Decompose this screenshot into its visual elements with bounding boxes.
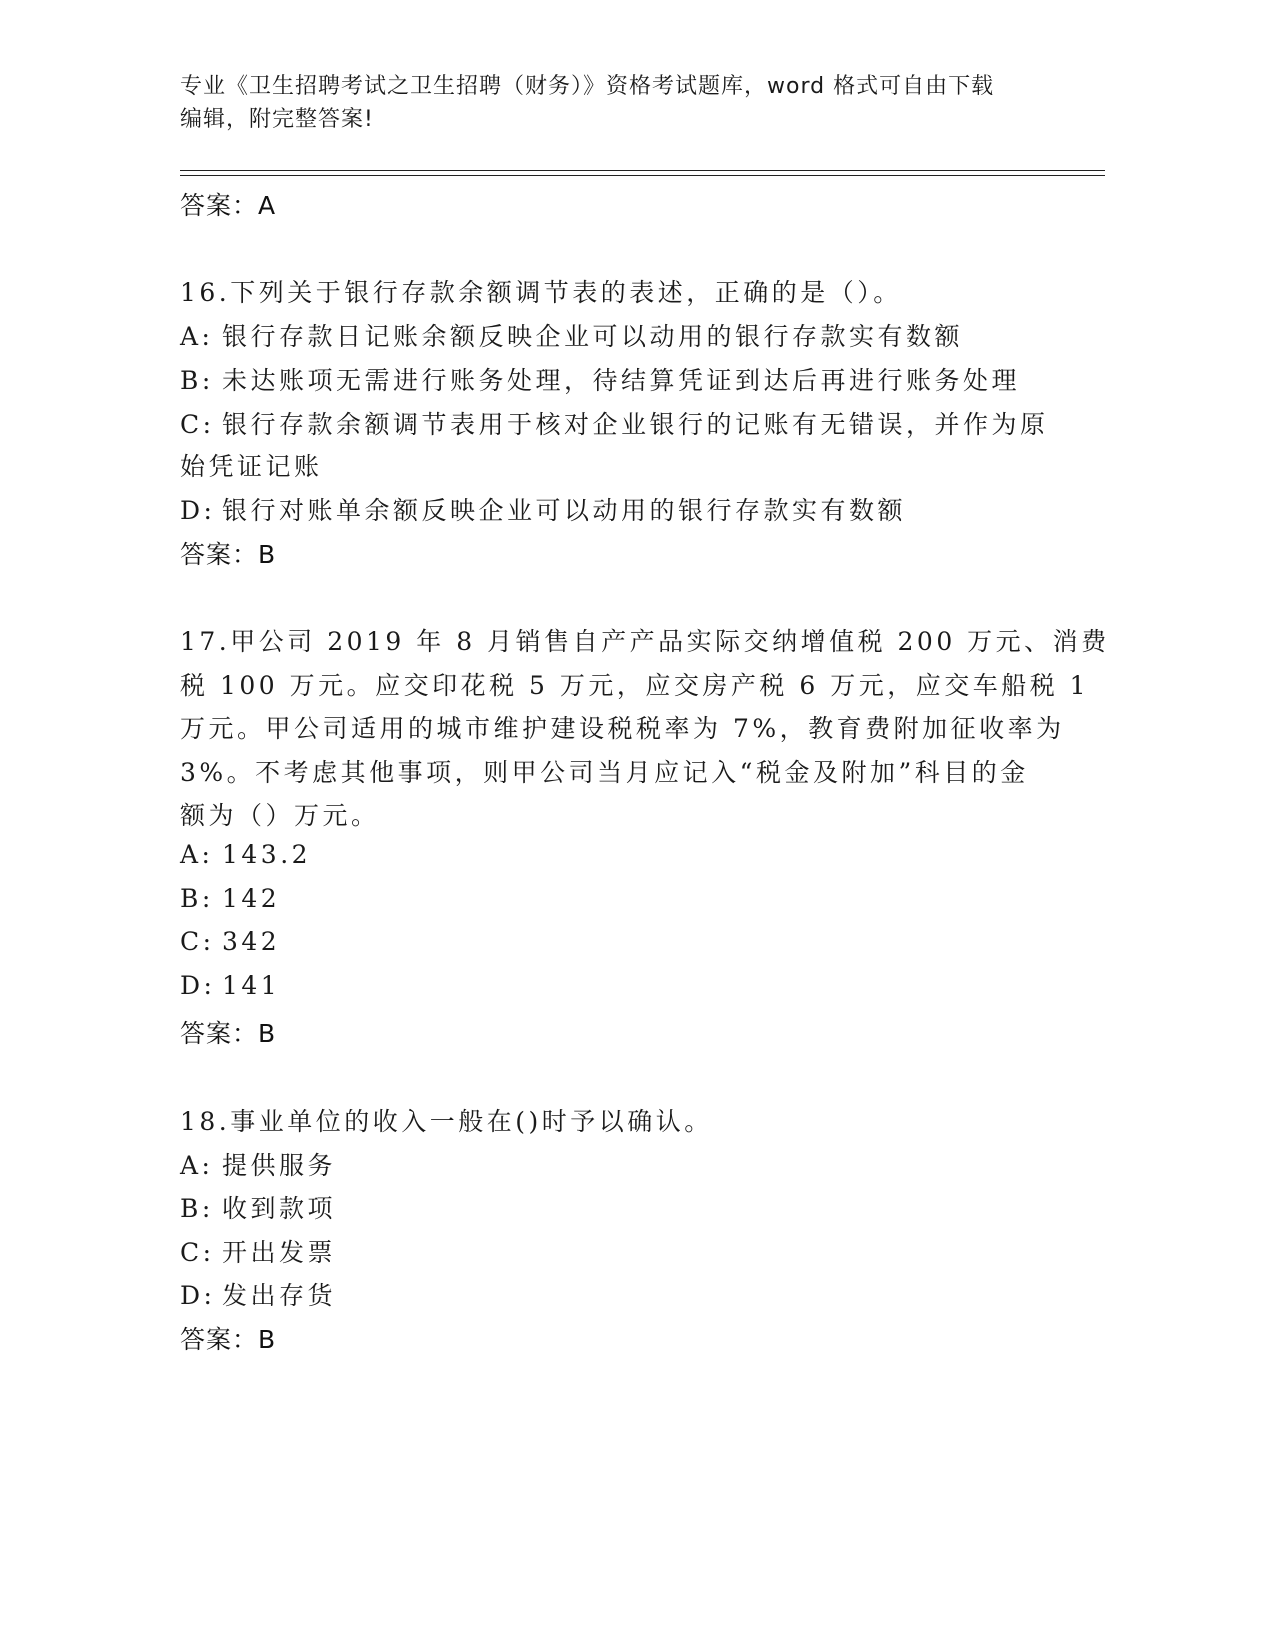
question-17-stem-line-1: 17.甲公司 2019 年 8 月销售自产产品实际交纳增值税 200 万元、消费 xyxy=(180,627,1110,656)
option-label: C: xyxy=(180,927,215,956)
option-text: 发出存货 xyxy=(222,1281,337,1310)
option-label: A: xyxy=(180,1151,214,1180)
question-18-stem: 18.事业单位的收入一般在()时予以确认。 xyxy=(180,1107,713,1136)
option-text: 银行存款日记账余额反映企业可以动用的银行存款实有数额 xyxy=(222,322,964,351)
question-17-option-b xyxy=(180,884,280,913)
question-18-answer: 答案：B xyxy=(180,1325,277,1354)
question-16-answer: 答案：B xyxy=(180,540,277,569)
option-label: D: xyxy=(180,971,216,1000)
header-line-1: 专业《卫生招聘考试之卫生招聘（财务）》资格考试题库，word 格式可自由下载 xyxy=(180,74,995,99)
question-17-stem-line-2: 税 100 万元。应交印花税 5 万元，应交房产税 6 万元，应交车船税 1 xyxy=(180,671,1090,700)
option-label: B: xyxy=(180,1194,214,1223)
option-text: 银行对账单余额反映企业可以动用的银行存款实有数额 xyxy=(222,496,907,525)
option-text: 141 xyxy=(222,971,281,1000)
header-line-2: 编辑，附完整答案! xyxy=(180,107,374,132)
question-16-option-b xyxy=(180,361,1020,397)
question-18-option-b xyxy=(180,1189,336,1225)
question-17-option-a xyxy=(180,840,311,869)
option-label: D: xyxy=(180,496,216,525)
option-text: 143.2 xyxy=(222,840,312,869)
previous-answer: 答案：A xyxy=(180,191,277,220)
question-16-option-c xyxy=(180,405,1049,441)
question-16-stem: 16.下列关于银行存款余额调节表的表述，正确的是（）。 xyxy=(180,278,902,307)
question-17-answer: 答案：B xyxy=(180,1019,277,1048)
option-label: B: xyxy=(180,366,214,395)
option-label: D: xyxy=(180,1281,216,1310)
option-text: 开出发票 xyxy=(222,1238,337,1267)
question-18-option-c xyxy=(180,1233,336,1269)
document-header xyxy=(180,70,1060,136)
option-text: 提供服务 xyxy=(222,1151,337,1180)
option-label: A: xyxy=(180,840,214,869)
header-divider-bottom xyxy=(180,175,1105,176)
option-label: C: xyxy=(180,1238,215,1267)
header-divider-top xyxy=(180,170,1105,171)
question-17-option-c xyxy=(180,927,280,956)
question-18-option-a xyxy=(180,1146,336,1182)
option-label: A: xyxy=(180,322,214,351)
option-text: 银行存款余额调节表用于核对企业银行的记账有无错误，并作为原 xyxy=(222,410,1049,439)
option-label: B: xyxy=(180,884,214,913)
option-text: 142 xyxy=(222,884,281,913)
option-text: 未达账项无需进行账务处理，待结算凭证到达后再进行账务处理 xyxy=(222,366,1021,395)
question-16-option-a xyxy=(180,317,963,353)
question-17-stem-line-5: 额为（）万元。 xyxy=(180,801,380,830)
question-16-option-c-continued: 始凭证记账 xyxy=(180,452,323,481)
option-text: 收到款项 xyxy=(222,1194,337,1223)
option-text: 342 xyxy=(222,927,281,956)
question-17-option-d xyxy=(180,971,280,1000)
question-17-stem-line-4: 3%。不考虑其他事项，则甲公司当月应记入“税金及附加”科目的金 xyxy=(180,758,1029,787)
question-17-stem-line-3: 万元。甲公司适用的城市维护建设税税率为 7%，教育费附加征收率为 xyxy=(180,714,1065,743)
question-16-option-d xyxy=(180,491,906,527)
option-label: C: xyxy=(180,410,215,439)
question-18-option-d xyxy=(180,1276,336,1312)
